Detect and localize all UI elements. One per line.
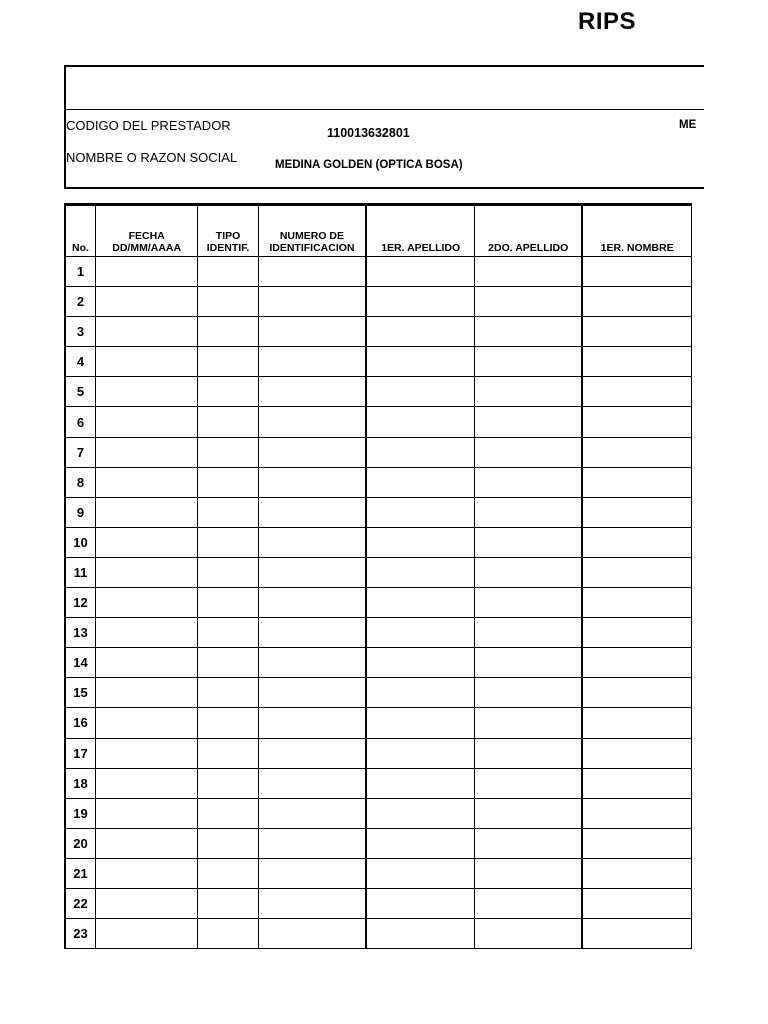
data-cell[interactable] [95,467,198,497]
data-cell[interactable] [198,497,258,527]
data-cell[interactable] [258,377,366,407]
column-header-line1: NUMERO DE [279,230,345,242]
row-number: 16 [65,708,95,738]
data-cell[interactable] [366,347,475,377]
table-row [65,317,692,347]
data-cell[interactable] [198,858,258,888]
column-header-line2: No. [72,242,89,254]
data-cell[interactable] [582,648,691,678]
table-header-row [65,205,692,257]
data-cell[interactable] [366,828,475,858]
table-row [65,437,692,467]
column-header-3 [258,205,366,257]
data-cell[interactable] [95,708,198,738]
data-cell[interactable] [582,377,691,407]
table-row [65,678,692,708]
data-cell[interactable] [366,858,475,888]
data-cell[interactable] [95,257,198,287]
table-row [65,287,692,317]
data-cell[interactable] [366,678,475,708]
data-cell[interactable] [366,377,475,407]
data-cell[interactable] [475,708,583,738]
data-cell[interactable] [475,648,583,678]
data-cell[interactable] [198,467,258,497]
data-cell[interactable] [258,678,366,708]
data-cell[interactable] [475,497,583,527]
data-cell[interactable] [582,738,691,768]
data-cell[interactable] [258,557,366,587]
data-cell[interactable] [198,648,258,678]
data-cell[interactable] [366,557,475,587]
data-cell[interactable] [475,618,583,648]
data-cell[interactable] [198,888,258,918]
data-cell[interactable] [475,317,583,347]
data-cell[interactable] [258,648,366,678]
table-row [65,257,692,287]
rips-table [64,203,692,949]
data-cell[interactable] [198,768,258,798]
row-number: 21 [65,858,95,888]
column-header-line1: FECHA [128,230,165,242]
row-number: 2 [65,287,95,317]
data-cell[interactable] [582,678,691,708]
column-header-line2: IDENTIF. [206,242,250,254]
table-row [65,377,692,407]
nombre-value: MEDINA GOLDEN (OPTICA BOSA) [275,159,463,171]
data-cell[interactable] [95,497,198,527]
data-cell[interactable] [475,437,583,467]
data-cell[interactable] [258,798,366,828]
data-cell[interactable] [95,527,198,557]
table-row [65,708,692,738]
data-cell[interactable] [95,648,198,678]
data-cell[interactable] [258,768,366,798]
data-cell[interactable] [95,888,198,918]
table-row [65,919,692,949]
data-cell[interactable] [95,407,198,437]
table-row [65,588,692,618]
data-cell[interactable] [198,317,258,347]
column-header-line1 [583,230,691,242]
data-cell[interactable] [582,588,691,618]
data-cell[interactable] [475,798,583,828]
table-row [65,888,692,918]
data-cell[interactable] [366,257,475,287]
data-cell[interactable] [198,347,258,377]
data-cell[interactable] [366,437,475,467]
data-cell[interactable] [582,257,691,287]
data-cell[interactable] [475,377,583,407]
data-cell[interactable] [475,287,583,317]
data-cell[interactable] [95,287,198,317]
row-number: 10 [65,527,95,557]
data-cell[interactable] [475,527,583,557]
data-cell[interactable] [258,347,366,377]
column-header-line1 [367,230,474,242]
nombre-label: NOMBRE O RAZON SOCIAL [66,150,238,165]
column-header-line2: 1ER. APELLIDO [381,242,461,254]
row-number: 18 [65,768,95,798]
data-cell[interactable] [475,257,583,287]
table-row [65,618,692,648]
data-cell[interactable] [258,588,366,618]
data-cell[interactable] [366,287,475,317]
data-cell[interactable] [475,467,583,497]
data-cell[interactable] [258,708,366,738]
row-number: 7 [65,437,95,467]
table-row [65,407,692,437]
row-number: 8 [65,467,95,497]
table-row [65,497,692,527]
row-number: 12 [65,588,95,618]
column-header-1 [95,205,198,257]
data-cell[interactable] [258,618,366,648]
data-cell[interactable] [198,407,258,437]
data-cell[interactable] [475,828,583,858]
data-cell[interactable] [475,858,583,888]
data-cell[interactable] [95,377,198,407]
data-cell[interactable] [366,798,475,828]
data-cell[interactable] [366,708,475,738]
column-header-6 [582,205,691,257]
data-cell[interactable] [95,678,198,708]
data-cell[interactable] [475,347,583,377]
data-cell[interactable] [366,317,475,347]
data-cell[interactable] [198,738,258,768]
right-cut-label: ME [679,119,697,131]
row-number: 23 [65,919,95,949]
data-cell[interactable] [475,557,583,587]
data-cell[interactable] [95,317,198,347]
data-cell[interactable] [366,888,475,918]
data-cell[interactable] [198,798,258,828]
data-cell[interactable] [366,738,475,768]
row-number: 14 [65,648,95,678]
data-cell[interactable] [258,919,366,949]
column-header-5 [475,205,583,257]
data-cell[interactable] [582,919,691,949]
data-cell[interactable] [366,467,475,497]
column-header-line2: IDENTIFICACION [269,242,355,254]
data-cell[interactable] [475,888,583,918]
data-cell[interactable] [366,618,475,648]
data-cell[interactable] [198,828,258,858]
column-header-line2: 1ER. NOMBRE [600,242,674,254]
row-number: 5 [65,377,95,407]
data-cell[interactable] [366,588,475,618]
data-cell[interactable] [582,557,691,587]
data-cell[interactable] [258,257,366,287]
row-number: 22 [65,888,95,918]
data-cell[interactable] [258,317,366,347]
data-cell[interactable] [198,708,258,738]
row-number: 11 [65,557,95,587]
data-cell[interactable] [366,407,475,437]
data-cell[interactable] [582,347,691,377]
data-cell[interactable] [95,738,198,768]
data-cell[interactable] [582,317,691,347]
data-cell[interactable] [582,467,691,497]
data-cell[interactable] [258,828,366,858]
data-cell[interactable] [582,497,691,527]
data-cell[interactable] [475,919,583,949]
data-cell[interactable] [582,287,691,317]
row-number: 19 [65,798,95,828]
row-number: 20 [65,828,95,858]
data-cell[interactable] [582,407,691,437]
row-number: 15 [65,678,95,708]
table-row [65,527,692,557]
data-cell[interactable] [366,527,475,557]
data-cell[interactable] [198,287,258,317]
row-number: 1 [65,257,95,287]
data-cell[interactable] [95,828,198,858]
table-row [65,738,692,768]
table-row [65,828,692,858]
data-cell[interactable] [582,888,691,918]
row-number: 3 [65,317,95,347]
table-row [65,347,692,377]
data-cell[interactable] [198,919,258,949]
data-cell[interactable] [258,287,366,317]
data-cell[interactable] [582,858,691,888]
data-cell[interactable] [198,377,258,407]
data-cell[interactable] [198,618,258,648]
data-cell[interactable] [582,437,691,467]
data-cell[interactable] [475,678,583,708]
row-number: 6 [65,407,95,437]
data-cell[interactable] [475,588,583,618]
table-row [65,768,692,798]
data-cell[interactable] [582,828,691,858]
table-row [65,557,692,587]
data-cell[interactable] [582,768,691,798]
column-header-line1: TIPO [215,230,241,242]
data-cell[interactable] [258,437,366,467]
data-cell[interactable] [198,557,258,587]
data-cell[interactable] [198,588,258,618]
row-number: 13 [65,618,95,648]
data-cell[interactable] [582,527,691,557]
row-number: 9 [65,497,95,527]
data-cell[interactable] [258,497,366,527]
data-cell[interactable] [198,527,258,557]
data-cell[interactable] [582,618,691,648]
column-header-line1 [66,230,95,242]
data-cell[interactable] [366,768,475,798]
data-cell[interactable] [258,858,366,888]
data-cell[interactable] [95,588,198,618]
table-row [65,798,692,828]
data-cell[interactable] [198,437,258,467]
data-cell[interactable] [582,708,691,738]
column-header-2 [198,205,258,257]
data-cell[interactable] [258,527,366,557]
data-cell[interactable] [475,768,583,798]
column-header-line2: 2DO. APELLIDO [488,242,569,254]
column-header-line1 [475,230,581,242]
data-cell[interactable] [475,738,583,768]
data-cell[interactable] [258,407,366,437]
table-row [65,648,692,678]
table-row [65,467,692,497]
codigo-label: CODIGO DEL PRESTADOR [66,118,231,133]
data-cell[interactable] [95,557,198,587]
column-header-line2: DD/MM/AAAA [112,242,182,254]
data-cell[interactable] [582,798,691,828]
data-cell[interactable] [366,648,475,678]
row-number: 17 [65,738,95,768]
data-cell[interactable] [475,407,583,437]
data-cell[interactable] [366,497,475,527]
column-header-4 [366,205,475,257]
data-cell[interactable] [95,347,198,377]
codigo-value: 110013632801 [327,126,410,140]
data-cell[interactable] [95,798,198,828]
data-cell[interactable] [95,618,198,648]
data-cell[interactable] [198,257,258,287]
data-cell[interactable] [198,678,258,708]
data-cell[interactable] [95,768,198,798]
data-cell[interactable] [95,858,198,888]
data-cell[interactable] [366,919,475,949]
data-cell[interactable] [95,437,198,467]
page-title: RIPS [578,8,637,35]
data-cell[interactable] [95,919,198,949]
table-body [65,257,692,949]
data-cell[interactable] [258,467,366,497]
data-cell[interactable] [258,888,366,918]
row-number: 4 [65,347,95,377]
table-row [65,858,692,888]
data-cell[interactable] [258,738,366,768]
column-header-0 [65,205,95,257]
header-divider [66,109,704,110]
